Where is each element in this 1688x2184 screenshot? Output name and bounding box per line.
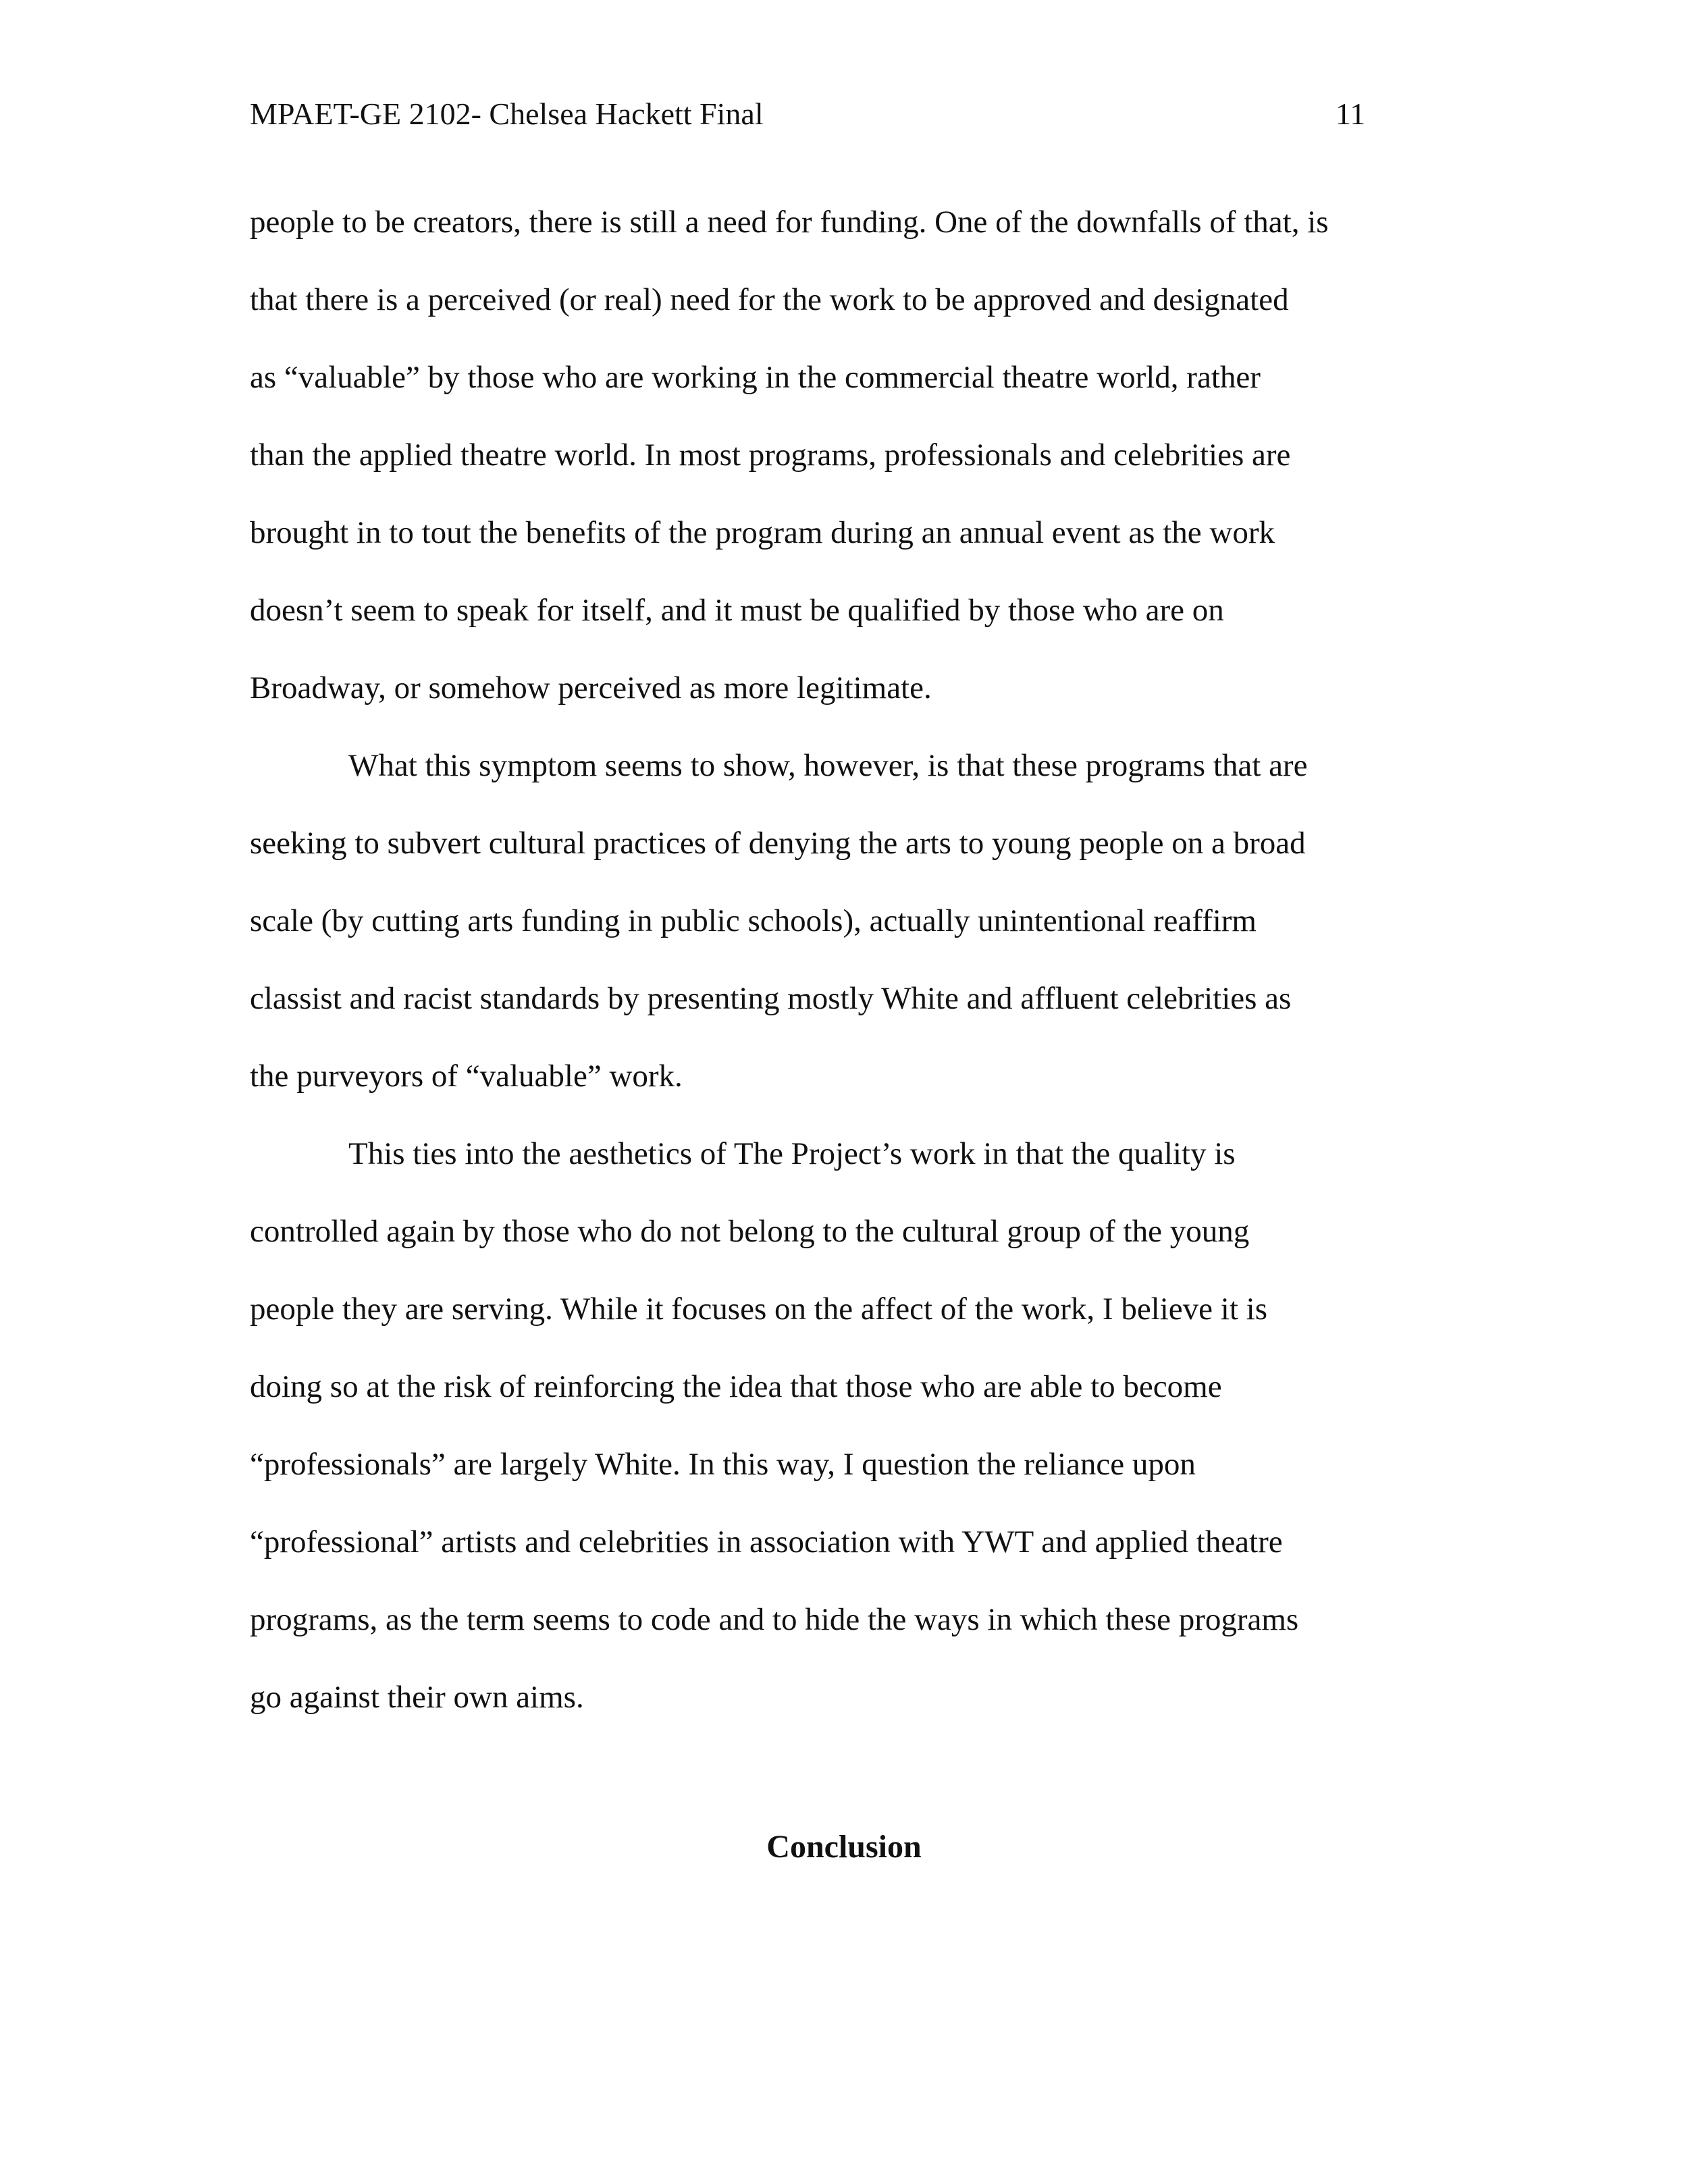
paragraph-3-line-5: “professionals” are largely White. In this way, I question the reliance upon (250, 1447, 1196, 1482)
paragraph-1-line-6: doesn’t seem to speak for itself, and it must be qualified by those who are on (250, 593, 1224, 628)
paragraph-1-line-5: brought in to tout the benefits of the program during an annual event as the work (250, 515, 1275, 550)
page-number: 11 (1336, 97, 1366, 131)
paragraph-2-line-1: What this symptom seems to show, however, is that these programs that are (348, 748, 1308, 783)
paragraph-3-line-3: people they are serving. While it focuses on the affect of the work, I believe it is (250, 1291, 1267, 1327)
paragraph-3-line-1: This ties into the aesthetics of The Project’s work in that the quality is (348, 1136, 1236, 1171)
paragraph-1-line-4: than the applied theatre world. In most programs, professionals and celebrities are (250, 437, 1291, 473)
running-head: MPAET-GE 2102- Chelsea Hackett Final (250, 97, 764, 131)
paragraph-3-line-6: “professional” artists and celebrities in association with YWT and applied theatre (250, 1524, 1283, 1560)
paragraph-1-line-3: as “valuable” by those who are working in the commercial theatre world, rather (250, 360, 1261, 395)
paragraph-1-line-7: Broadway, or somehow perceived as more legitimate. (250, 670, 932, 705)
paragraph-2-line-5: the purveyors of “valuable” work. (250, 1059, 683, 1094)
paragraph-3-line-4: doing so at the risk of reinforcing the idea that those who are able to become (250, 1369, 1222, 1404)
paragraph-1-line-2: that there is a perceived (or real) need for the work to be approved and designated (250, 282, 1289, 317)
paragraph-3-line-7: programs, as the term seems to code and to hide the ways in which these programs (250, 1602, 1299, 1637)
paragraph-2-line-2: seeking to subvert cultural practices of denying the arts to young people on a broad (250, 826, 1306, 861)
paragraph-3-line-2: controlled again by those who do not belong to the cultural group of the young (250, 1214, 1250, 1249)
paragraph-3-line-8: go against their own aims. (250, 1680, 584, 1715)
paragraph-1-line-1: people to be creators, there is still a need for funding. One of the downfalls of that, is (250, 205, 1329, 240)
paragraph-2-line-4: classist and racist standards by presenting mostly White and affluent celebrities as (250, 981, 1292, 1016)
paragraph-2-line-3: scale (by cutting arts funding in public schools), actually unintentional reaffirm (250, 903, 1257, 938)
section-heading-conclusion: Conclusion (766, 1829, 922, 1865)
